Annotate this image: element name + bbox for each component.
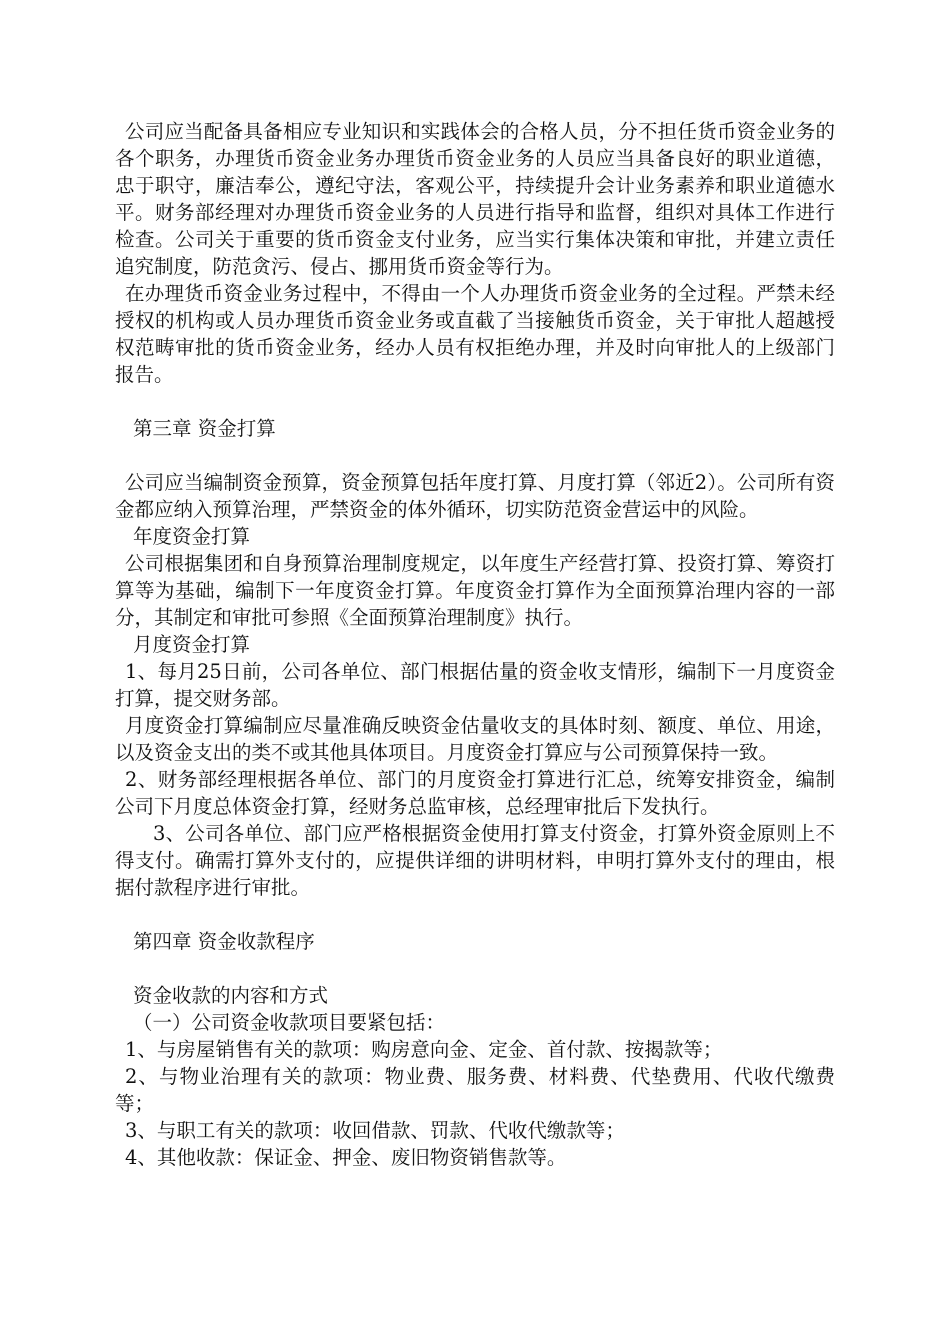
paragraph-monthly-accuracy: 月度资金打算编制应尽量准确反映资金估量收支的具体时刻、额度、单位、用途，以及资金支出的类不或其他具体项目。月度资金打算应与公司预算保持一致。 <box>115 714 835 764</box>
annual-plan-title: 年度资金打算 <box>133 525 251 548</box>
chapter-3-heading: 第三章 资金打算 <box>133 417 276 440</box>
spacer <box>115 901 835 928</box>
receipt-content-title: 资金收款的内容和方式 <box>133 984 329 1007</box>
spacer <box>115 388 835 415</box>
paragraph-staffing: 公司应当配备具备相应专业知识和实践体会的合格人员，分不担任货币资金业务的各个职务，办理货币资金业务办理货币资金业务的人员应当具备良好的职业道德，忠于职守，廉洁奉公，遵纪守法，客观公平，持续提升会计业务素养和职业道德水平。财务部经理对办理货币资金业务的人员进行指导和监督，组织对具体工作进行检查。公司关于重要的货币资金支付业务，应当实行集体决策和审批，并建立责任追究制度，防范贪污、侵占、挪用货币资金等行为。 <box>115 120 835 278</box>
paragraph-monthly-2: 2、财务部经理根据各单位、部门的月度资金打算进行汇总，统筹安排资金，编制公司下月度总体资金打算，经财务总监审核，总经理审批后下发执行。 <box>115 768 835 818</box>
receipt-item-1: 1、与房屋销售有关的款项：购房意向金、定金、首付款、按揭款等； <box>125 1038 723 1061</box>
paragraph-authorization: 在办理货币资金业务过程中，不得由一个人办理货币资金业务的全过程。严禁未经授权的机构或人员办理货币资金业务或直截了当接触货币资金，关于审批人超越授权范畴审批的货币资金业务，经办人员有权拒绝办理，并及时向审批人的上级部门报告。 <box>115 282 835 386</box>
receipt-subsection-1: （一）公司资金收款项目要紧包括： <box>133 1011 446 1034</box>
chapter-4-heading: 第四章 资金收款程序 <box>133 930 315 953</box>
receipt-item-4: 4、其他收款：保证金、押金、废旧物资销售款等。 <box>125 1146 567 1169</box>
spacer <box>115 955 835 982</box>
paragraph-annual-plan: 公司根据集团和自身预算治理制度规定，以年度生产经营打算、投资打算、筹资打算等为基础，编制下一年度资金打算。年度资金打算作为全面预算治理内容的一部分，其制定和审批可参照《全面预算治理制度》执行。 <box>115 552 835 629</box>
monthly-plan-title: 月度资金打算 <box>133 633 251 656</box>
paragraph-monthly-3: 3、公司各单位、部门应严格根据资金使用打算支付资金，打算外资金原则上不得支付。确需打算外支付的，应提供详细的讲明材料，申明打算外支付的理由，根据付款程序进行审批。 <box>115 822 835 899</box>
paragraph-budget: 公司应当编制资金预算，资金预算包括年度打算、月度打算（邻近2）。公司所有资金都应纳入预算治理，严禁资金的体外循环，切实防范资金营运中的风险。 <box>115 471 835 521</box>
receipt-item-3: 3、与职工有关的款项：收回借款、罚款、代收代缴款等； <box>125 1119 625 1142</box>
document-page <box>115 118 835 1171</box>
receipt-item-2: 2、与物业治理有关的款项：物业费、服务费、材料费、代垫费用、代收代缴费等； <box>115 1065 835 1115</box>
spacer <box>115 442 835 469</box>
paragraph-monthly-1: 1、每月25日前，公司各单位、部门根据估量的资金收支情形，编制下一月度资金打算，提交财务部。 <box>115 660 835 710</box>
